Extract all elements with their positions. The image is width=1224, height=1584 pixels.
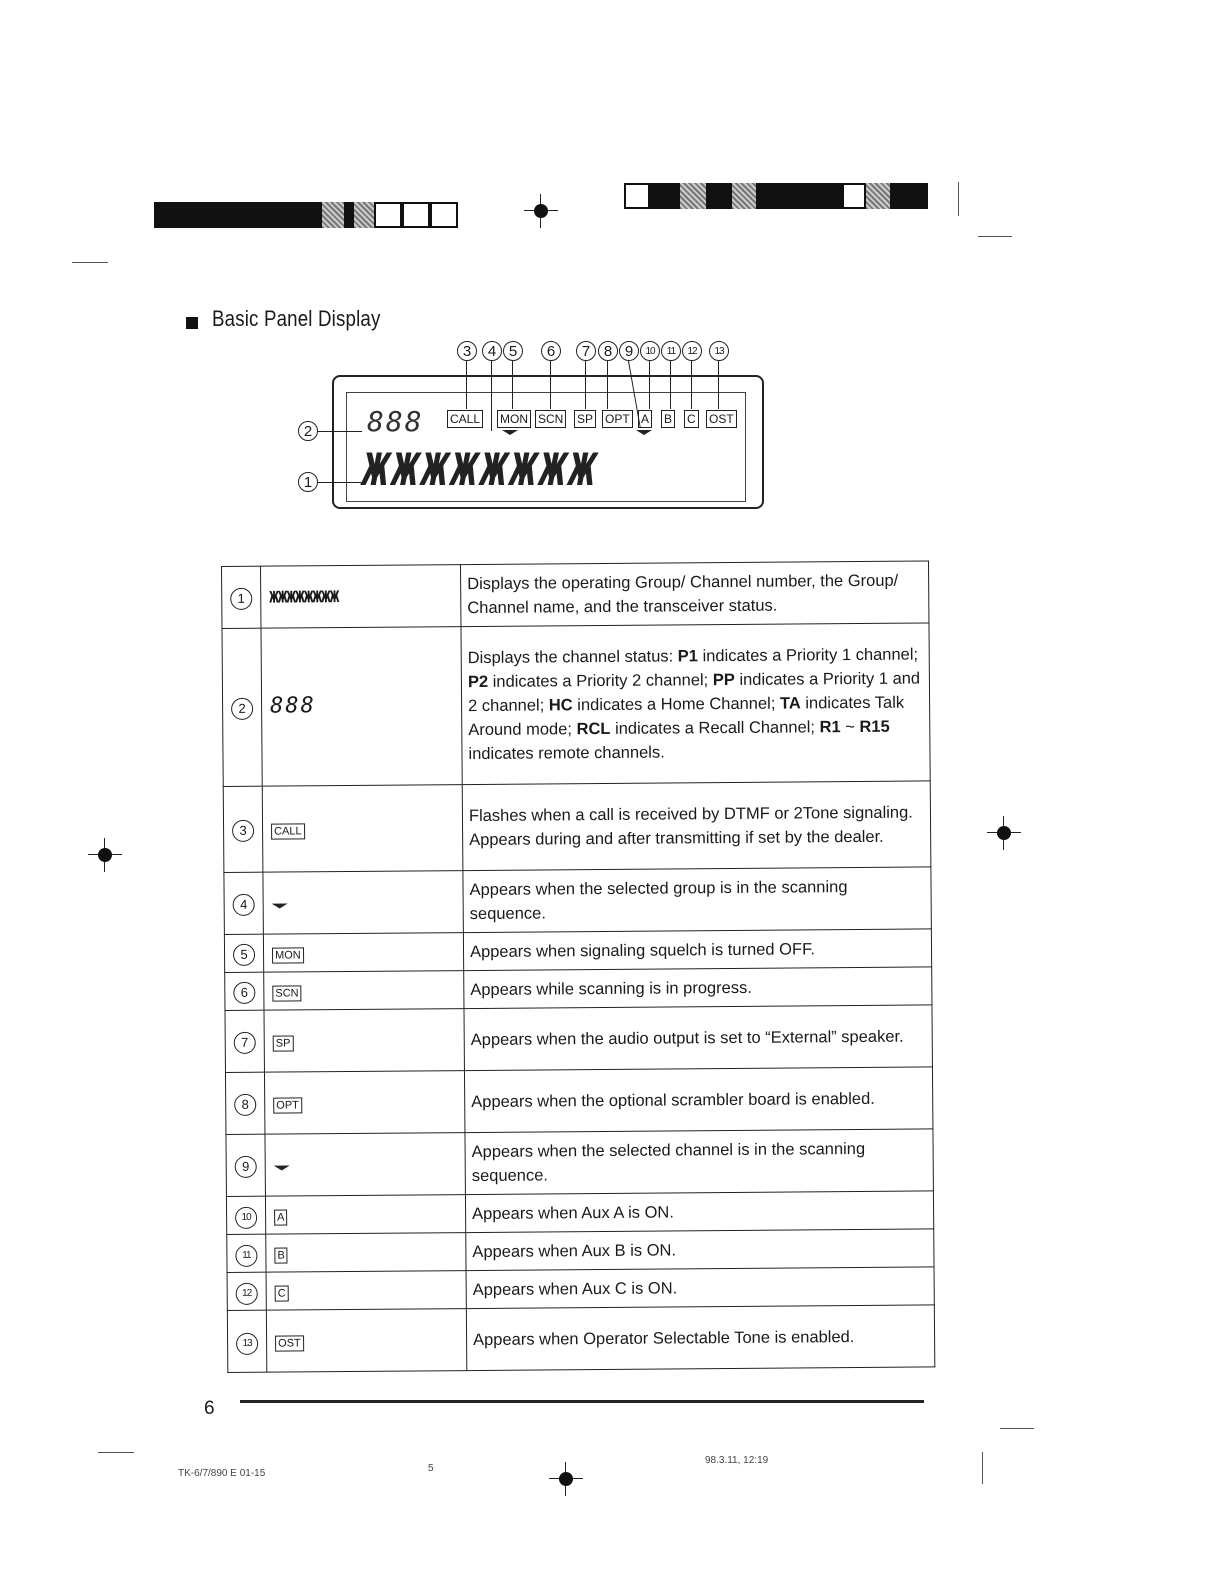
symbol-three-digit: 888	[270, 693, 316, 719]
callout-leader	[649, 361, 650, 409]
callout-13: 13	[709, 341, 729, 361]
registration-target-icon	[524, 194, 558, 228]
registration-target-icon	[88, 838, 122, 872]
lcd-indicator-b: B	[661, 410, 675, 428]
section-title: Basic Panel Display	[212, 306, 381, 331]
channel-scan-arrow-icon	[274, 1165, 290, 1170]
row-description: Appears when Aux C is ON.	[466, 1267, 934, 1309]
row-description: Appears when the optional scrambler board is enabled.	[464, 1067, 932, 1133]
bullet-square-icon	[186, 317, 198, 329]
symbol-call: CALL	[271, 823, 305, 839]
row-description: Appears when the selected channel is in the scanning sequence.	[465, 1129, 933, 1195]
table-row	[224, 929, 931, 973]
callout-leader	[491, 361, 492, 431]
callout-10: 10	[640, 341, 660, 361]
row-number: 3	[232, 819, 254, 841]
symbol-ost: OST	[275, 1335, 304, 1351]
symbol-scn: SCN	[272, 985, 301, 1001]
row-number: 11	[235, 1244, 257, 1266]
callout-leader	[691, 361, 692, 409]
callout-leader	[466, 361, 467, 409]
lcd-indicator-opt: OPT	[602, 410, 633, 428]
row-number: 13	[236, 1332, 258, 1354]
row-description: Displays the channel status: P1 indicates a Priority 1 channel; P2 indicates a Priority 2 channel; PP indicates a Priority 1 and 2 channel; HC indicates a Home Channel; TA indicates Talk Around mode; RCL indicates a Recall Channel; R1 ~ R15 indicates remote channels.	[461, 623, 930, 785]
crop-mark	[982, 1452, 983, 1484]
row-number: 8	[234, 1093, 256, 1115]
row-number: 9	[235, 1155, 257, 1177]
lcd-indicator-sp: SP	[574, 410, 596, 428]
row-number: 12	[236, 1282, 258, 1304]
footer-sheet-number: 5	[428, 1463, 434, 1474]
registration-target-icon	[987, 816, 1021, 850]
row-number: 6	[233, 981, 255, 1003]
table-row	[222, 561, 929, 629]
row-description: Displays the operating Group/ Channel number, the Group/ Channel name, and the transceiver status.	[460, 561, 928, 627]
lcd-indicator-call: CALL	[447, 410, 483, 428]
symbol-main-segments: ЖЖЖЖЖЖЖЖ	[269, 586, 339, 607]
callout-leader	[607, 361, 608, 409]
row-number: 2	[231, 697, 253, 719]
lcd-indicator-mon: MON	[497, 410, 531, 428]
row-number: 10	[235, 1206, 257, 1228]
crop-mark	[958, 182, 959, 216]
callout-leader	[718, 361, 719, 409]
row-description: Appears when the selected group is in the scanning sequence.	[463, 867, 931, 933]
callout-5: 5	[503, 341, 523, 361]
callout-1: 1	[298, 472, 318, 492]
lcd-three-digit: 888	[367, 405, 424, 438]
table-row	[225, 1005, 932, 1073]
row-description: Appears when Aux A is ON.	[465, 1191, 933, 1233]
lcd-main-segments: ЖЖЖЖЖЖЖЖ	[363, 445, 599, 496]
crop-mark	[72, 262, 108, 263]
page-number: 6	[204, 1398, 215, 1419]
row-number: 4	[233, 893, 255, 915]
lcd-indicator-a: A	[638, 410, 652, 428]
callout-leader	[318, 431, 362, 432]
row-number: 7	[234, 1031, 256, 1053]
row-description: Flashes when a call is received by DTMF or 2Tone signaling. Appears during and after transmitting if set by the dealer.	[462, 781, 931, 871]
symbol-a: A	[274, 1209, 287, 1225]
table-row	[227, 1267, 934, 1311]
footer-timestamp: 98.3.11, 12:19	[705, 1455, 769, 1466]
callout-leader	[670, 361, 671, 409]
symbol-sp: SP	[273, 1035, 294, 1051]
row-description: Appears when Aux B is ON.	[466, 1229, 934, 1271]
registration-bar-right	[624, 183, 928, 209]
callout-2: 2	[298, 421, 318, 441]
row-description: Appears when Operator Selectable Tone is enabled.	[466, 1305, 934, 1371]
crop-mark	[98, 1452, 134, 1453]
lcd-indicator-scn: SCN	[535, 410, 566, 428]
callout-leader	[318, 482, 362, 483]
table-row	[227, 1229, 934, 1273]
lcd-indicator-ost: OST	[706, 410, 737, 428]
row-description: Appears when signaling squelch is turned OFF.	[463, 929, 931, 971]
footer-rule	[240, 1400, 924, 1403]
table-row	[222, 623, 930, 787]
symbol-opt: OPT	[273, 1097, 302, 1113]
lcd-indicator-c: C	[684, 410, 699, 428]
callout-leader	[585, 361, 586, 409]
channel-scan-arrow-icon	[636, 430, 652, 435]
table-row	[225, 1067, 932, 1135]
table-row	[226, 1129, 933, 1197]
footer-document-code: TK-6/7/890 E 01-15	[178, 1468, 266, 1479]
callout-8: 8	[598, 341, 618, 361]
row-number: 1	[230, 587, 252, 609]
callout-6: 6	[541, 341, 561, 361]
group-scan-arrow-icon	[272, 903, 288, 908]
table-row	[224, 867, 931, 935]
table-row	[227, 1305, 934, 1373]
row-description: Appears when the audio output is set to “External” speaker.	[464, 1005, 932, 1071]
symbol-c: C	[275, 1285, 289, 1301]
table-row	[226, 1191, 933, 1235]
callout-leader	[550, 361, 551, 409]
callout-leader	[512, 361, 513, 409]
group-scan-arrow-icon	[502, 430, 518, 435]
callout-12: 12	[682, 341, 702, 361]
symbol-b: B	[274, 1247, 287, 1263]
registration-target-icon	[549, 1462, 583, 1496]
crop-mark	[1000, 1428, 1034, 1429]
callout-11: 11	[661, 341, 681, 361]
crop-mark	[978, 236, 1012, 237]
display-legend-table	[221, 560, 935, 1373]
row-number: 5	[233, 943, 255, 965]
callout-4: 4	[482, 341, 502, 361]
registration-bar-left	[154, 202, 458, 228]
symbol-mon: MON	[272, 947, 304, 963]
callout-3: 3	[457, 341, 477, 361]
callout-9: 9	[619, 341, 639, 361]
table-row	[225, 967, 932, 1011]
callout-7: 7	[576, 341, 596, 361]
row-description: Appears while scanning is in progress.	[464, 967, 932, 1009]
table-row	[223, 781, 931, 873]
